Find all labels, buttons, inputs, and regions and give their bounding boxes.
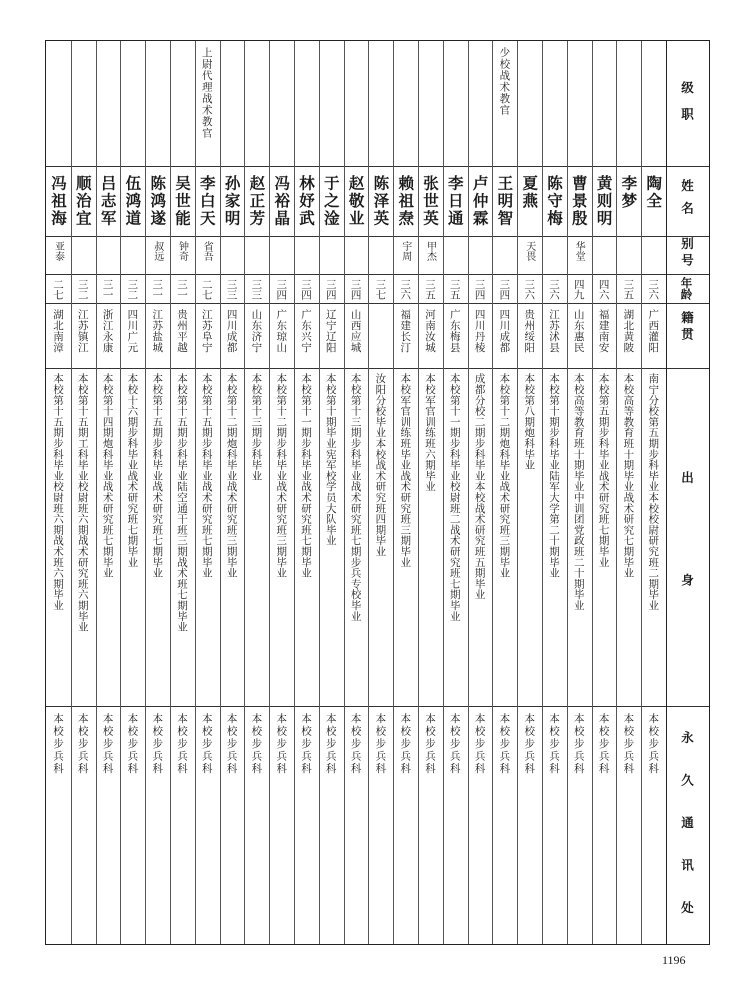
column-divider bbox=[269, 41, 270, 944]
row-contact: 本校步兵科 bbox=[399, 713, 412, 776]
row-contact: 本校步兵科 bbox=[572, 713, 585, 776]
column-divider bbox=[145, 41, 146, 944]
row-hometown: 江苏沭县 bbox=[548, 309, 560, 353]
row-name: 王明智 bbox=[495, 175, 515, 228]
row-name: 陈泽英 bbox=[371, 175, 391, 228]
column-divider bbox=[120, 41, 121, 944]
row-alias: 甲杰 bbox=[424, 241, 436, 261]
row-age: 三三 bbox=[225, 279, 238, 300]
row-name: 陈鸿遂 bbox=[148, 175, 168, 228]
row-origin: 本校第十二期步科毕业战术研究班三期毕业 bbox=[275, 373, 288, 579]
row-age: 三六 bbox=[548, 279, 560, 300]
row-origin: 本校第十五期步科毕业战术研究班七期毕业 bbox=[151, 373, 164, 579]
row-hometown: 广东梅县 bbox=[448, 309, 461, 353]
row-name: 顺治宜 bbox=[73, 175, 93, 228]
row-hometown: 贵州平越 bbox=[176, 309, 188, 353]
row-contact: 本校步兵科 bbox=[349, 713, 362, 776]
row-origin: 本校第十二期炮科毕业战术研究班三期毕业 bbox=[225, 373, 238, 579]
row-origin: 本校十六期步科毕业战术研究班七期毕业 bbox=[126, 373, 139, 568]
row-name: 吴世能 bbox=[173, 175, 192, 228]
row-name: 吕志军 bbox=[98, 175, 118, 228]
row-age: 三二 bbox=[76, 279, 89, 300]
row-hometown: 福建南安 bbox=[597, 309, 610, 353]
row-origin: 本校第十三期步科毕业 bbox=[250, 373, 263, 481]
row-hometown: 江苏镇江 bbox=[76, 309, 89, 353]
row-contact: 本校步兵科 bbox=[275, 713, 288, 776]
column-divider bbox=[517, 41, 518, 944]
row-contact: 本校步兵科 bbox=[448, 713, 461, 776]
row-alias: 钟奇 bbox=[176, 241, 188, 261]
column-divider bbox=[344, 41, 345, 944]
row-age: 二七 bbox=[52, 279, 64, 300]
row-contact: 本校步兵科 bbox=[225, 713, 238, 776]
row-alias: 叔远 bbox=[151, 241, 163, 261]
row-origin: 本校第十期步科毕业陆军大学第二十期毕业 bbox=[548, 373, 560, 579]
row-hometown: 浙江永康 bbox=[101, 309, 114, 353]
header-hometown: 籍贯 bbox=[679, 311, 695, 344]
row-origin: 本校第十五期步科毕业校尉班六期战术班六期毕业 bbox=[52, 373, 64, 611]
row-contact: 本校步兵科 bbox=[424, 713, 436, 776]
row-hometown: 四川成都 bbox=[498, 309, 511, 353]
row-hometown: 山西应城 bbox=[349, 309, 362, 353]
column-divider bbox=[418, 41, 419, 944]
column-divider bbox=[244, 41, 245, 944]
row-origin: 本校第十四期炮科毕业战术研究班七期毕业 bbox=[101, 373, 114, 579]
row-age: 四九 bbox=[572, 279, 585, 300]
row-hometown: 广东琼山 bbox=[275, 309, 288, 353]
row-name: 冯祖海 bbox=[49, 175, 68, 228]
row-hometown: 福建长汀 bbox=[399, 309, 412, 353]
row-name: 曹景殷 bbox=[569, 175, 589, 228]
row-age: 三一 bbox=[101, 279, 114, 300]
row-hometown: 四川广元 bbox=[126, 309, 139, 353]
row-alias: 宇周 bbox=[399, 241, 411, 261]
row-contact: 本校步兵科 bbox=[101, 713, 114, 776]
row-name: 陈守梅 bbox=[545, 175, 564, 228]
row-age: 三五 bbox=[622, 279, 635, 300]
row-contact: 本校步兵科 bbox=[52, 713, 64, 776]
row-contact: 本校步兵科 bbox=[597, 713, 610, 776]
row-origin: 本校第五期步科毕业战术研究班七期毕业 bbox=[597, 373, 610, 568]
header-name: 姓名 bbox=[679, 179, 695, 224]
row-age: 三七 bbox=[374, 279, 387, 300]
header-contact: 永久通讯处 bbox=[679, 731, 695, 944]
row-origin: 本校军官训练班毕业战术研究班三期毕业 bbox=[399, 373, 412, 568]
row-age: 三四 bbox=[275, 279, 288, 300]
row-name: 卢仲霖 bbox=[470, 175, 490, 228]
row-name: 张世英 bbox=[421, 175, 440, 228]
row-age: 二七 bbox=[200, 279, 213, 300]
row-age: 三六 bbox=[647, 279, 660, 300]
row-origin: 本校第八期炮科毕业 bbox=[523, 373, 536, 471]
row-hometown: 山东惠民 bbox=[572, 309, 585, 353]
row-hometown: 山东济宁 bbox=[250, 309, 263, 353]
row-age: 三三 bbox=[250, 279, 263, 300]
row-contact: 本校步兵科 bbox=[523, 713, 536, 776]
row-alias: 亚泰 bbox=[52, 241, 64, 261]
row-age: 三六 bbox=[399, 279, 412, 300]
row-age: 三四 bbox=[300, 279, 312, 300]
row-name: 陶全 bbox=[644, 175, 664, 210]
row-origin: 本校第十一期步科毕业校尉班二战术研究班七期毕业 bbox=[448, 373, 461, 622]
column-divider bbox=[492, 41, 493, 944]
row-hometown: 湖北黄陂 bbox=[622, 309, 635, 353]
column-divider bbox=[443, 41, 444, 944]
row-age: 三四 bbox=[324, 279, 337, 300]
row-origin: 本校第十二期炮科毕业战术研究班三期毕业 bbox=[498, 373, 511, 579]
column-divider bbox=[220, 41, 221, 944]
row-contact: 本校步兵科 bbox=[300, 713, 312, 776]
row-contact: 本校步兵科 bbox=[498, 713, 511, 776]
row-contact: 本校步兵科 bbox=[324, 713, 337, 776]
row-age: 三六 bbox=[523, 279, 536, 300]
row-hometown: 四川丹棱 bbox=[473, 309, 486, 353]
row-age: 三四 bbox=[498, 279, 511, 300]
row-origin: 本校第十五期工科毕业校尉班六期战术研究班六期毕业 bbox=[76, 373, 89, 633]
header-divider bbox=[666, 41, 667, 944]
column-divider bbox=[592, 41, 593, 944]
row-alias: 华堂 bbox=[573, 241, 585, 261]
row-origin: 本校第十五期步科毕业战术研究班七期毕业 bbox=[200, 373, 213, 579]
row-origin: 南宁分校第五期步科毕业本校校尉研究班二期毕业 bbox=[647, 373, 660, 611]
row-contact: 本校步兵科 bbox=[548, 713, 560, 776]
column-divider bbox=[393, 41, 394, 944]
row-name: 李白天 bbox=[197, 175, 217, 228]
header-rank: 级职 bbox=[679, 81, 695, 134]
column-divider bbox=[542, 41, 543, 944]
column-divider bbox=[641, 41, 642, 944]
row-contact: 本校步兵科 bbox=[76, 713, 89, 776]
row-origin: 成都分校二期步科毕业本校战术研究班五期毕业 bbox=[473, 373, 486, 600]
row-origin: 本校军官训练班六期毕业 bbox=[424, 373, 436, 492]
row-name: 李日通 bbox=[445, 175, 465, 228]
header-origin: 出身 bbox=[679, 471, 695, 676]
row-alias: 天畏 bbox=[523, 241, 535, 261]
row-name: 孙家明 bbox=[222, 175, 242, 228]
row-name: 于之淦 bbox=[321, 175, 341, 228]
row-age: 三一 bbox=[176, 279, 188, 300]
column-divider bbox=[294, 41, 295, 944]
column-divider bbox=[195, 41, 196, 944]
row-name: 赖祖焘 bbox=[396, 175, 416, 228]
row-name: 李梦 bbox=[619, 175, 639, 210]
column-divider bbox=[468, 41, 469, 944]
row-hometown: 广西灌阳 bbox=[647, 309, 660, 353]
column-divider bbox=[567, 41, 568, 944]
row-contact: 本校步兵科 bbox=[126, 713, 139, 776]
row-name: 黄则明 bbox=[594, 175, 614, 228]
row-contact: 本校步兵科 bbox=[647, 713, 660, 776]
row-hometown: 江苏盐城 bbox=[151, 309, 164, 353]
row-contact: 本校步兵科 bbox=[200, 713, 213, 776]
row-name: 夏燕 bbox=[520, 175, 540, 210]
column-divider bbox=[368, 41, 369, 944]
column-divider bbox=[319, 41, 320, 944]
row-name: 赵正芳 bbox=[247, 175, 267, 228]
row-contact: 本校步兵科 bbox=[151, 713, 164, 776]
row-contact: 本校步兵科 bbox=[473, 713, 486, 776]
page-number: 1196 bbox=[662, 953, 686, 967]
row-age: 三二 bbox=[126, 279, 139, 300]
column-divider bbox=[96, 41, 97, 944]
row-name: 林妤武 bbox=[297, 175, 316, 228]
row-origin: 本校高等教育班十期毕业中训团党政班二十期毕业 bbox=[572, 373, 585, 611]
row-age: 三一 bbox=[151, 279, 164, 300]
row-contact: 本校步兵科 bbox=[176, 713, 188, 776]
row-contact: 本校步兵科 bbox=[374, 713, 387, 776]
row-hometown: 辽宁辽阳 bbox=[324, 309, 337, 353]
column-divider bbox=[71, 41, 72, 944]
row-hometown: 湖北南漳 bbox=[52, 309, 64, 353]
row-age: 三四 bbox=[473, 279, 486, 300]
column-divider bbox=[616, 41, 617, 944]
register-table bbox=[45, 40, 710, 945]
row-origin: 汝阳分校毕业本校战术研究班四期毕业 bbox=[374, 373, 387, 557]
row-origin: 本校第十一期步科毕业战术研究班七期毕业 bbox=[300, 373, 312, 579]
row-origin: 本校第十五期步科毕业陆空通干班三期战术班七期毕业 bbox=[176, 373, 188, 633]
row-age: 四六 bbox=[597, 279, 610, 300]
row-name: 冯裕晶 bbox=[272, 175, 292, 228]
row-name: 赵敬业 bbox=[346, 175, 366, 228]
row-hometown: 广东兴宁 bbox=[300, 309, 312, 353]
row-hometown: 江苏阜宁 bbox=[200, 309, 213, 353]
column-divider bbox=[170, 41, 171, 944]
row-hometown: 河南汝城 bbox=[424, 309, 436, 353]
header-age: 年龄 bbox=[679, 277, 694, 300]
row-origin: 本校第十期毕业宪军校学员大队毕业 bbox=[324, 373, 337, 546]
header-alias: 别号 bbox=[679, 237, 695, 270]
row-alias: 省吾 bbox=[201, 241, 213, 261]
row-age: 三五 bbox=[424, 279, 436, 300]
row-origin: 本校第十三期步科毕业战术研究班七期步兵专校毕业 bbox=[349, 373, 362, 622]
row-contact: 本校步兵科 bbox=[250, 713, 263, 776]
row-name: 伍鸿道 bbox=[123, 175, 143, 228]
row-contact: 本校步兵科 bbox=[622, 713, 635, 776]
row-rank: 上尉代理战术教官 bbox=[200, 47, 213, 139]
row-hometown: 四川成都 bbox=[225, 309, 238, 353]
row-age: 三四 bbox=[349, 279, 362, 300]
row-rank: 少校战术教官 bbox=[498, 47, 511, 116]
row-hometown: 贵州绥阳 bbox=[523, 309, 536, 353]
row-origin: 本校高等教育班十期毕业战术研究七期毕业 bbox=[622, 373, 635, 579]
row-age: 三五 bbox=[448, 279, 461, 300]
